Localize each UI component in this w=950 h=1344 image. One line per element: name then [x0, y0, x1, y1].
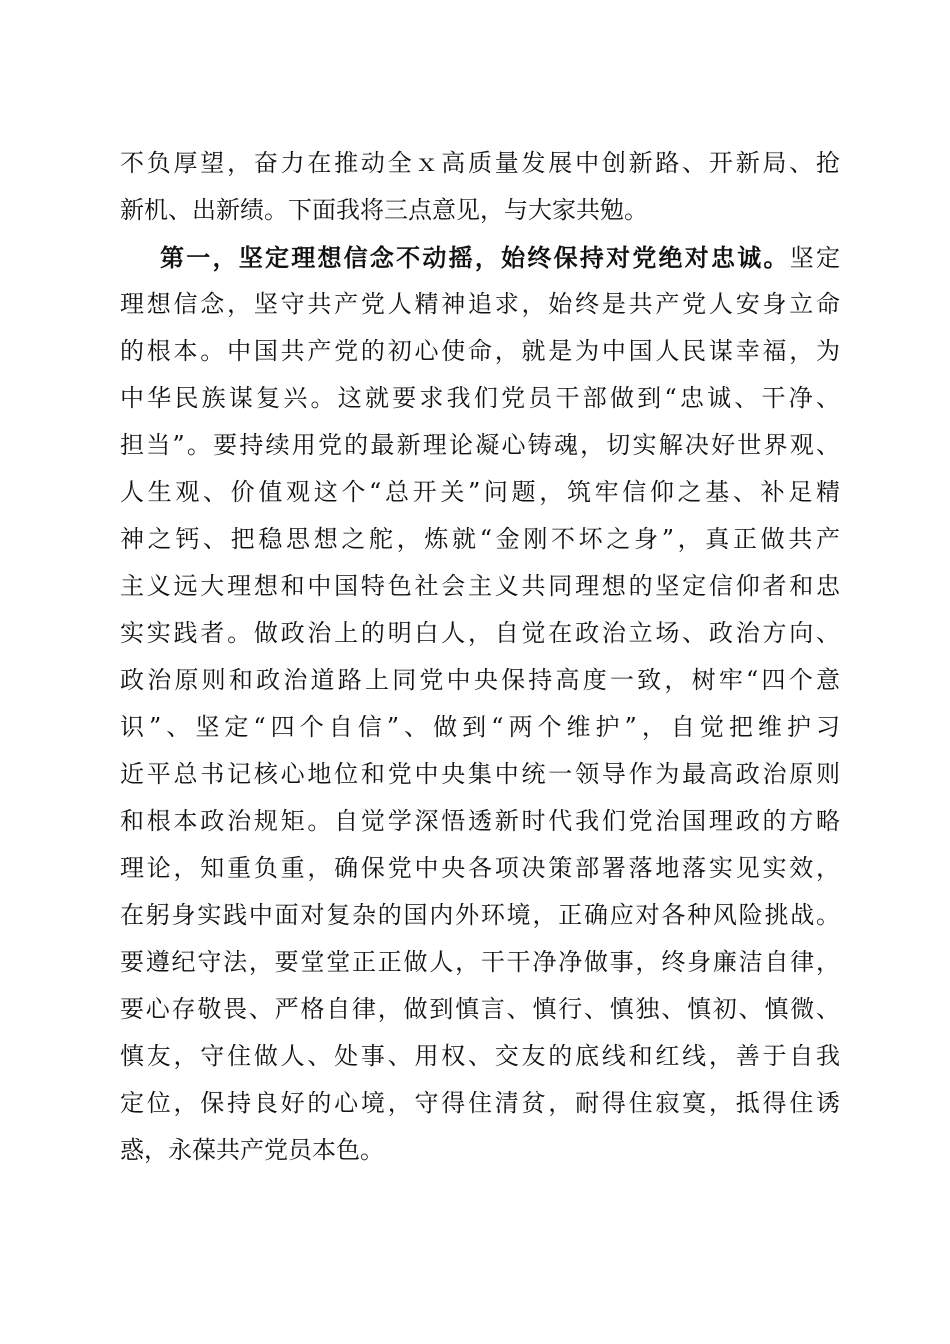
text-line: 和根本政治规矩。自觉学深悟透新时代我们党治国理政的方略 — [120, 807, 840, 835]
text-line: 担当”。要持续用党的最新理论凝心铸魂，切实解决好世界观、 — [120, 431, 840, 459]
text-line: 要心存敬畏、严格自律，做到慎言、慎行、慎独、慎初、慎微、 — [120, 995, 840, 1023]
text-line: 理想信念，坚守共产党人精神追求，始终是共产党人安身立命 — [120, 290, 840, 318]
paragraph-first-line — [120, 234, 840, 281]
text-line: 实实践者。做政治上的明白人，自觉在政治立场、政治方向、 — [120, 619, 840, 647]
text-line: 中华民族谋复兴。这就要求我们党员干部做到“忠诚、干净、 — [120, 384, 840, 412]
text-line: 惑，永葆共产党员本色。 — [120, 1136, 384, 1164]
text-line: 理论，知重负重，确保党中央各项决策部署落地落实见实效， — [120, 854, 840, 882]
text-line: 主义远大理想和中国特色社会主义共同理想的坚定信仰者和忠 — [120, 572, 840, 600]
section-heading: 第一，坚定理想信念不动摇，始终保持对党绝对忠诚。 — [160, 243, 790, 272]
text-line: 不负厚望，奋力在推动全ｘ高质量发展中创新路、开新局、抢 — [120, 149, 840, 177]
text-line: 的根本。中国共产党的初心使命，就是为中国人民谋幸福，为 — [120, 337, 840, 365]
text-run: 坚定 — [789, 244, 841, 272]
text-line: 人生观、价值观这个“总开关”问题，筑牢信仰之基、补足精 — [120, 478, 840, 506]
text-line: 慎友，守住做人、处事、用权、交友的底线和红线，善于自我 — [120, 1042, 840, 1070]
text-line: 近平总书记核心地位和党中央集中统一领导作为最高政治原则 — [120, 760, 840, 788]
text-line: 新机、出新绩。下面我将三点意见，与大家共勉。 — [120, 196, 648, 224]
text-line: 政治原则和政治道路上同党中央保持高度一致，树牢“四个意 — [120, 666, 840, 694]
text-line: 定位，保持良好的心境，守得住清贫，耐得住寂寞，抵得住诱 — [120, 1089, 840, 1117]
text-line: 神之钙、把稳思想之舵，炼就“金刚不坏之身”，真正做共产 — [120, 525, 840, 553]
text-line: 在躬身实践中面对复杂的国内外环境，正确应对各种风险挑战。 — [120, 901, 840, 929]
body-text — [120, 140, 840, 1174]
text-line: 识”、坚定“四个自信”、做到“两个维护”，自觉把维护习 — [120, 713, 840, 741]
text-line: 要遵纪守法，要堂堂正正做人，干干净净做事，终身廉洁自律， — [120, 948, 840, 976]
